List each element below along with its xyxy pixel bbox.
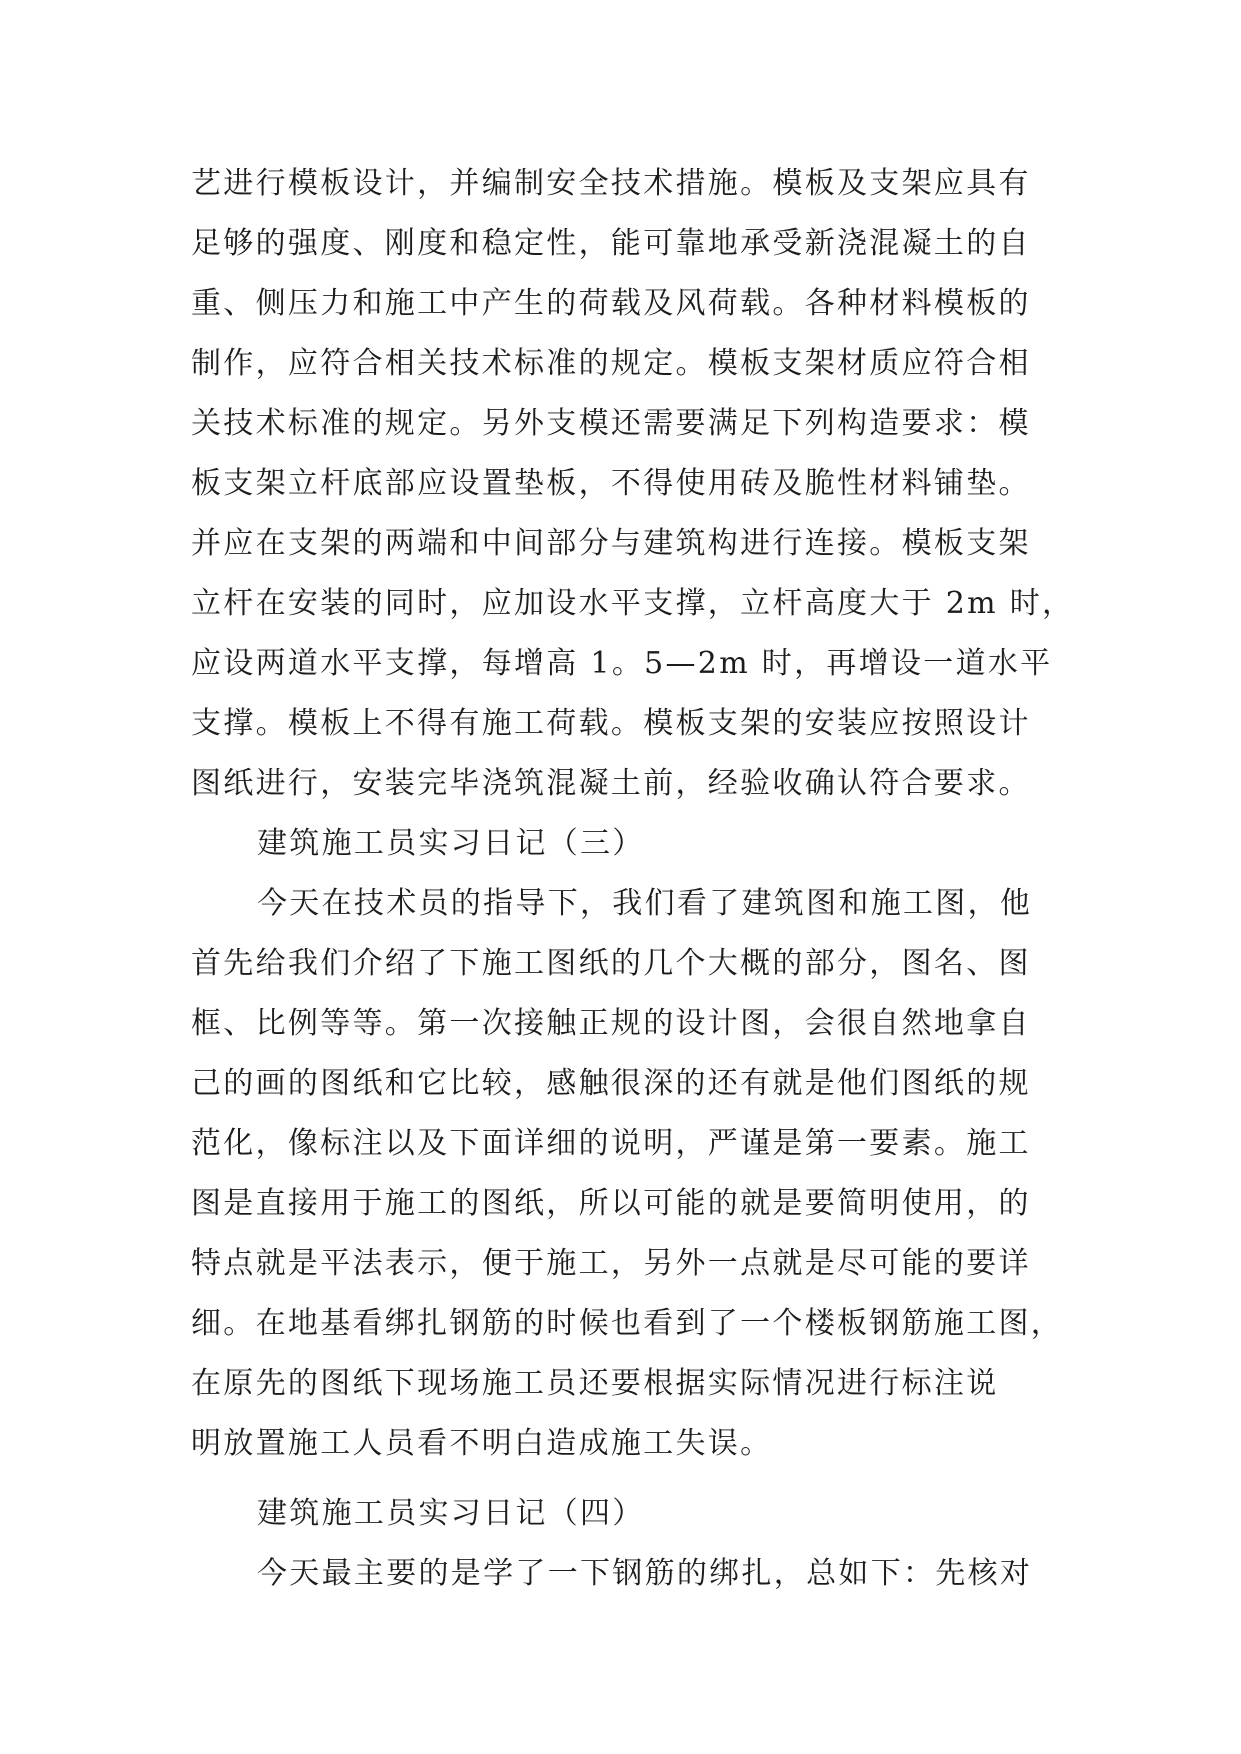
text-line: 己的画的图纸和它比较，感触很深的还有就是他们图纸的规 (191, 1066, 1031, 1101)
section-2-tail-paragraph (191, 154, 1075, 814)
text-line: 范化，像标注以及下面详细的说明，严谨是第一要素。施工 (191, 1126, 1031, 1161)
text-line: 应设两道水平支撑，每增高 1。5—2m 时，再增设一道水平 (191, 646, 1053, 681)
text-line: 立杆在安装的同时，应加设水平支撑，立杆高度大于 2m 时， (191, 586, 1075, 621)
text-line: 关技术标准的规定。另外支模还需要满足下列构造要求：模 (191, 406, 1031, 441)
text-line: 明放置施工人员看不明白造成施工失误。 (191, 1426, 773, 1461)
text-line: 支撑。模板上不得有施工荷载。模板支架的安装应按照设计 (191, 706, 1031, 741)
text-line: 图是直接用于施工的图纸，所以可能的就是要简明使用，的 (191, 1186, 1031, 1221)
paragraph-spacer (191, 1474, 1051, 1484)
text-line: 框、比例等等。第一次接触正规的设计图，会很自然地拿自 (191, 1006, 1031, 1041)
text-line: 首先给我们介绍了下施工图纸的几个大概的部分，图名、图 (191, 946, 1031, 981)
text-line: 今天在技术员的指导下，我们看了建筑图和施工图，他 (257, 886, 1033, 921)
section-3-heading: 建筑施工员实习日记（三） (257, 826, 645, 861)
text-line: 并应在支架的两端和中间部分与建筑构进行连接。模板支架 (191, 526, 1031, 561)
text-line: 艺进行模板设计，并编制安全技术措施。模板及支架应具有 (191, 166, 1031, 201)
section-4-heading: 建筑施工员实习日记（四） (257, 1496, 645, 1531)
section-3-paragraph (191, 874, 1064, 1474)
document-body (191, 154, 1075, 1604)
section-4-paragraph (191, 1544, 1051, 1604)
text-line: 今天最主要的是学了一下钢筋的绑扎，总如下：先核对 (257, 1556, 1033, 1591)
text-line: 图纸进行，安装完毕浇筑混凝土前，经验收确认符合要求。 (191, 766, 1031, 801)
text-line: 板支架立杆底部应设置垫板，不得使用砖及脆性材料铺垫。 (191, 466, 1031, 501)
text-line: 重、侧压力和施工中产生的荷载及风荷载。各种材料模板的 (191, 286, 1031, 321)
text-line: 特点就是平法表示，便于施工，另外一点就是尽可能的要详 (191, 1246, 1031, 1281)
text-line: 细。在地基看绑扎钢筋的时候也看到了一个楼板钢筋施工图， (191, 1306, 1064, 1341)
text-line: 制作，应符合相关技术标准的规定。模板支架材质应符合相 (191, 346, 1031, 381)
text-line: 足够的强度、刚度和稳定性，能可靠地承受新浇混凝土的自 (191, 226, 1031, 261)
text-line: 在原先的图纸下现场施工员还要根据实际情况进行标注说 (191, 1366, 999, 1401)
